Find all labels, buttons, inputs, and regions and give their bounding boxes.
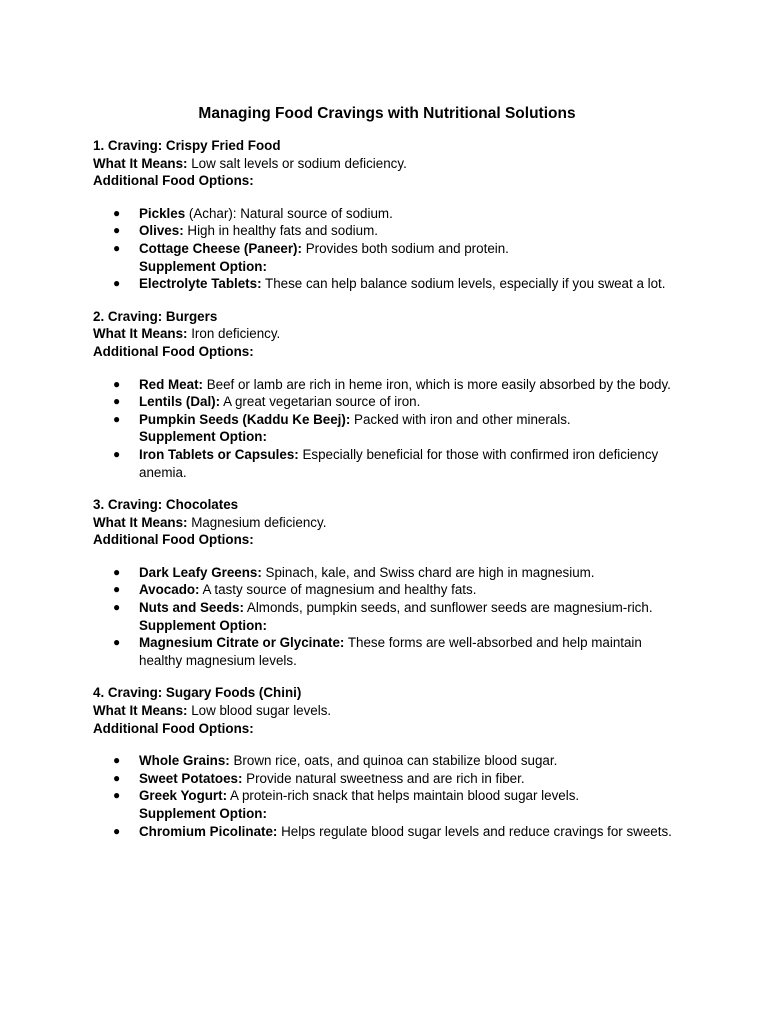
item-text: Almonds, pumpkin seeds, and sunflower seeds are magnesium-rich.: [243, 600, 653, 616]
craving-section: [93, 308, 688, 481]
options-label: Additional Food Options:: [93, 532, 254, 548]
food-options-list: [93, 564, 688, 670]
item-text: These forms are well-absorbed and help maintain healthy magnesium levels.: [139, 635, 642, 668]
item-text: Beef or lamb are rich in heme iron, which is more easily absorbed by the body.: [203, 376, 671, 392]
meaning-line: [93, 325, 688, 343]
craving-section: [93, 137, 688, 293]
supplement-label: Supplement Option:: [139, 258, 267, 274]
bullet-icon: ●: [113, 823, 121, 838]
item-text: High in healthy fats and sodium.: [183, 223, 378, 239]
list-item: [93, 275, 674, 293]
meaning-label: What It Means:: [93, 155, 188, 171]
meaning-label: What It Means:: [93, 326, 188, 342]
item-text: A tasty source of magnesium and healthy fats.: [199, 582, 477, 598]
bullet-icon: ●: [113, 223, 121, 238]
bullet-icon: ●: [113, 411, 121, 426]
document-title: Managing Food Cravings with Nutritional Solutions: [198, 105, 576, 122]
meaning-text: Magnesium deficiency.: [187, 514, 327, 530]
food-options-list: [93, 205, 688, 293]
sections-container: [93, 137, 688, 840]
item-term: Nuts and Seeds:: [139, 600, 244, 616]
meaning-line: [93, 514, 688, 532]
craving-heading: 1. Craving: Crispy Fried Food: [93, 138, 281, 153]
item-term: Pickles: [139, 205, 186, 221]
list-item: [93, 770, 674, 788]
list-item: [93, 634, 674, 669]
craving-heading: 2. Craving: Burgers: [93, 308, 218, 324]
list-item: [93, 581, 674, 599]
list-item: [93, 205, 674, 223]
list-item: [93, 599, 674, 617]
item-term: Dark Leafy Greens:: [139, 564, 262, 580]
list-item: [93, 376, 674, 394]
item-term: Iron Tablets or Capsules:: [139, 446, 299, 462]
item-term: Cottage Cheese (Paneer):: [139, 240, 302, 256]
craving-section: [93, 684, 688, 840]
craving-heading: 3. Craving: Chocolates: [93, 497, 239, 513]
item-term: Sweet Potatoes:: [139, 770, 243, 786]
list-item: [93, 240, 674, 258]
item-term: Red Meat:: [139, 376, 203, 392]
item-text: Helps regulate blood sugar levels and reduce cravings for sweets.: [277, 823, 672, 839]
supplement-label: Supplement Option:: [139, 429, 267, 445]
options-label: Additional Food Options:: [93, 343, 254, 359]
item-term: Whole Grains:: [139, 753, 230, 769]
list-item: [93, 823, 674, 841]
bullet-icon: ●: [113, 788, 121, 803]
item-text: A protein-rich snack that helps maintain blood sugar levels.: [227, 788, 580, 804]
item-text: Spinach, kale, and Swiss chard are high in magnesium.: [261, 564, 595, 580]
bullet-icon: ●: [113, 600, 121, 615]
meaning-text: Low salt levels or sodium deficiency.: [187, 155, 407, 171]
item-term: Electrolyte Tablets:: [139, 276, 262, 292]
craving-section: [93, 496, 688, 669]
supplement-label: Supplement Option:: [139, 617, 267, 633]
supplement-label: Supplement Option:: [139, 806, 267, 821]
meaning-label: What It Means:: [93, 514, 188, 530]
food-options-list: [93, 376, 688, 482]
item-text: Brown rice, oats, and quinoa can stabilize blood sugar.: [229, 753, 558, 769]
item-text: (Achar): Natural source of sodium.: [185, 205, 393, 221]
list-item: [93, 446, 674, 481]
bullet-icon: ●: [113, 240, 121, 255]
bullet-icon: ●: [113, 753, 121, 768]
bullet-icon: ●: [113, 446, 121, 461]
item-term: Magnesium Citrate or Glycinate:: [139, 635, 345, 651]
bullet-icon: ●: [113, 582, 121, 597]
item-term: Avocado:: [139, 582, 200, 598]
item-term: Lentils (Dal):: [139, 394, 221, 410]
item-text: Provide natural sweetness and are rich in fiber.: [242, 770, 525, 786]
item-text: These can help balance sodium levels, especially if you sweat a lot.: [261, 276, 666, 292]
list-item: [93, 752, 674, 770]
item-text: Especially beneficial for those with confirmed iron deficiency anemia.: [139, 446, 659, 480]
item-term: Greek Yogurt:: [139, 788, 228, 804]
item-text: Packed with iron and other minerals.: [350, 411, 571, 427]
meaning-label: What It Means:: [93, 703, 188, 719]
meaning-text: Iron deficiency.: [187, 326, 281, 342]
bullet-icon: ●: [113, 770, 121, 785]
craving-heading: 4. Craving: Sugary Foods (Chini): [93, 685, 302, 701]
item-term: Olives:: [139, 223, 184, 239]
bullet-icon: ●: [113, 635, 121, 650]
meaning-text: Low blood sugar levels.: [187, 703, 332, 719]
list-item: [93, 787, 674, 805]
bullet-icon: ●: [113, 394, 121, 409]
bullet-icon: ●: [113, 564, 121, 579]
bullet-icon: ●: [113, 205, 121, 220]
options-label: Additional Food Options:: [93, 173, 254, 189]
item-text: A great vegetarian source of iron.: [220, 394, 421, 410]
list-item: [93, 222, 674, 240]
meaning-line: [93, 155, 688, 173]
meaning-line: [93, 702, 688, 720]
options-label: Additional Food Options:: [93, 720, 254, 736]
list-item: [93, 411, 674, 429]
bullet-icon: ●: [113, 276, 121, 291]
food-options-list: [93, 752, 688, 840]
list-item: [93, 564, 674, 582]
item-term: Chromium Picolinate:: [139, 823, 278, 839]
item-text: Provides both sodium and protein.: [301, 240, 509, 256]
list-item: [93, 393, 674, 411]
item-term: Pumpkin Seeds (Kaddu Ke Beej):: [139, 411, 351, 427]
bullet-icon: ●: [113, 376, 121, 391]
